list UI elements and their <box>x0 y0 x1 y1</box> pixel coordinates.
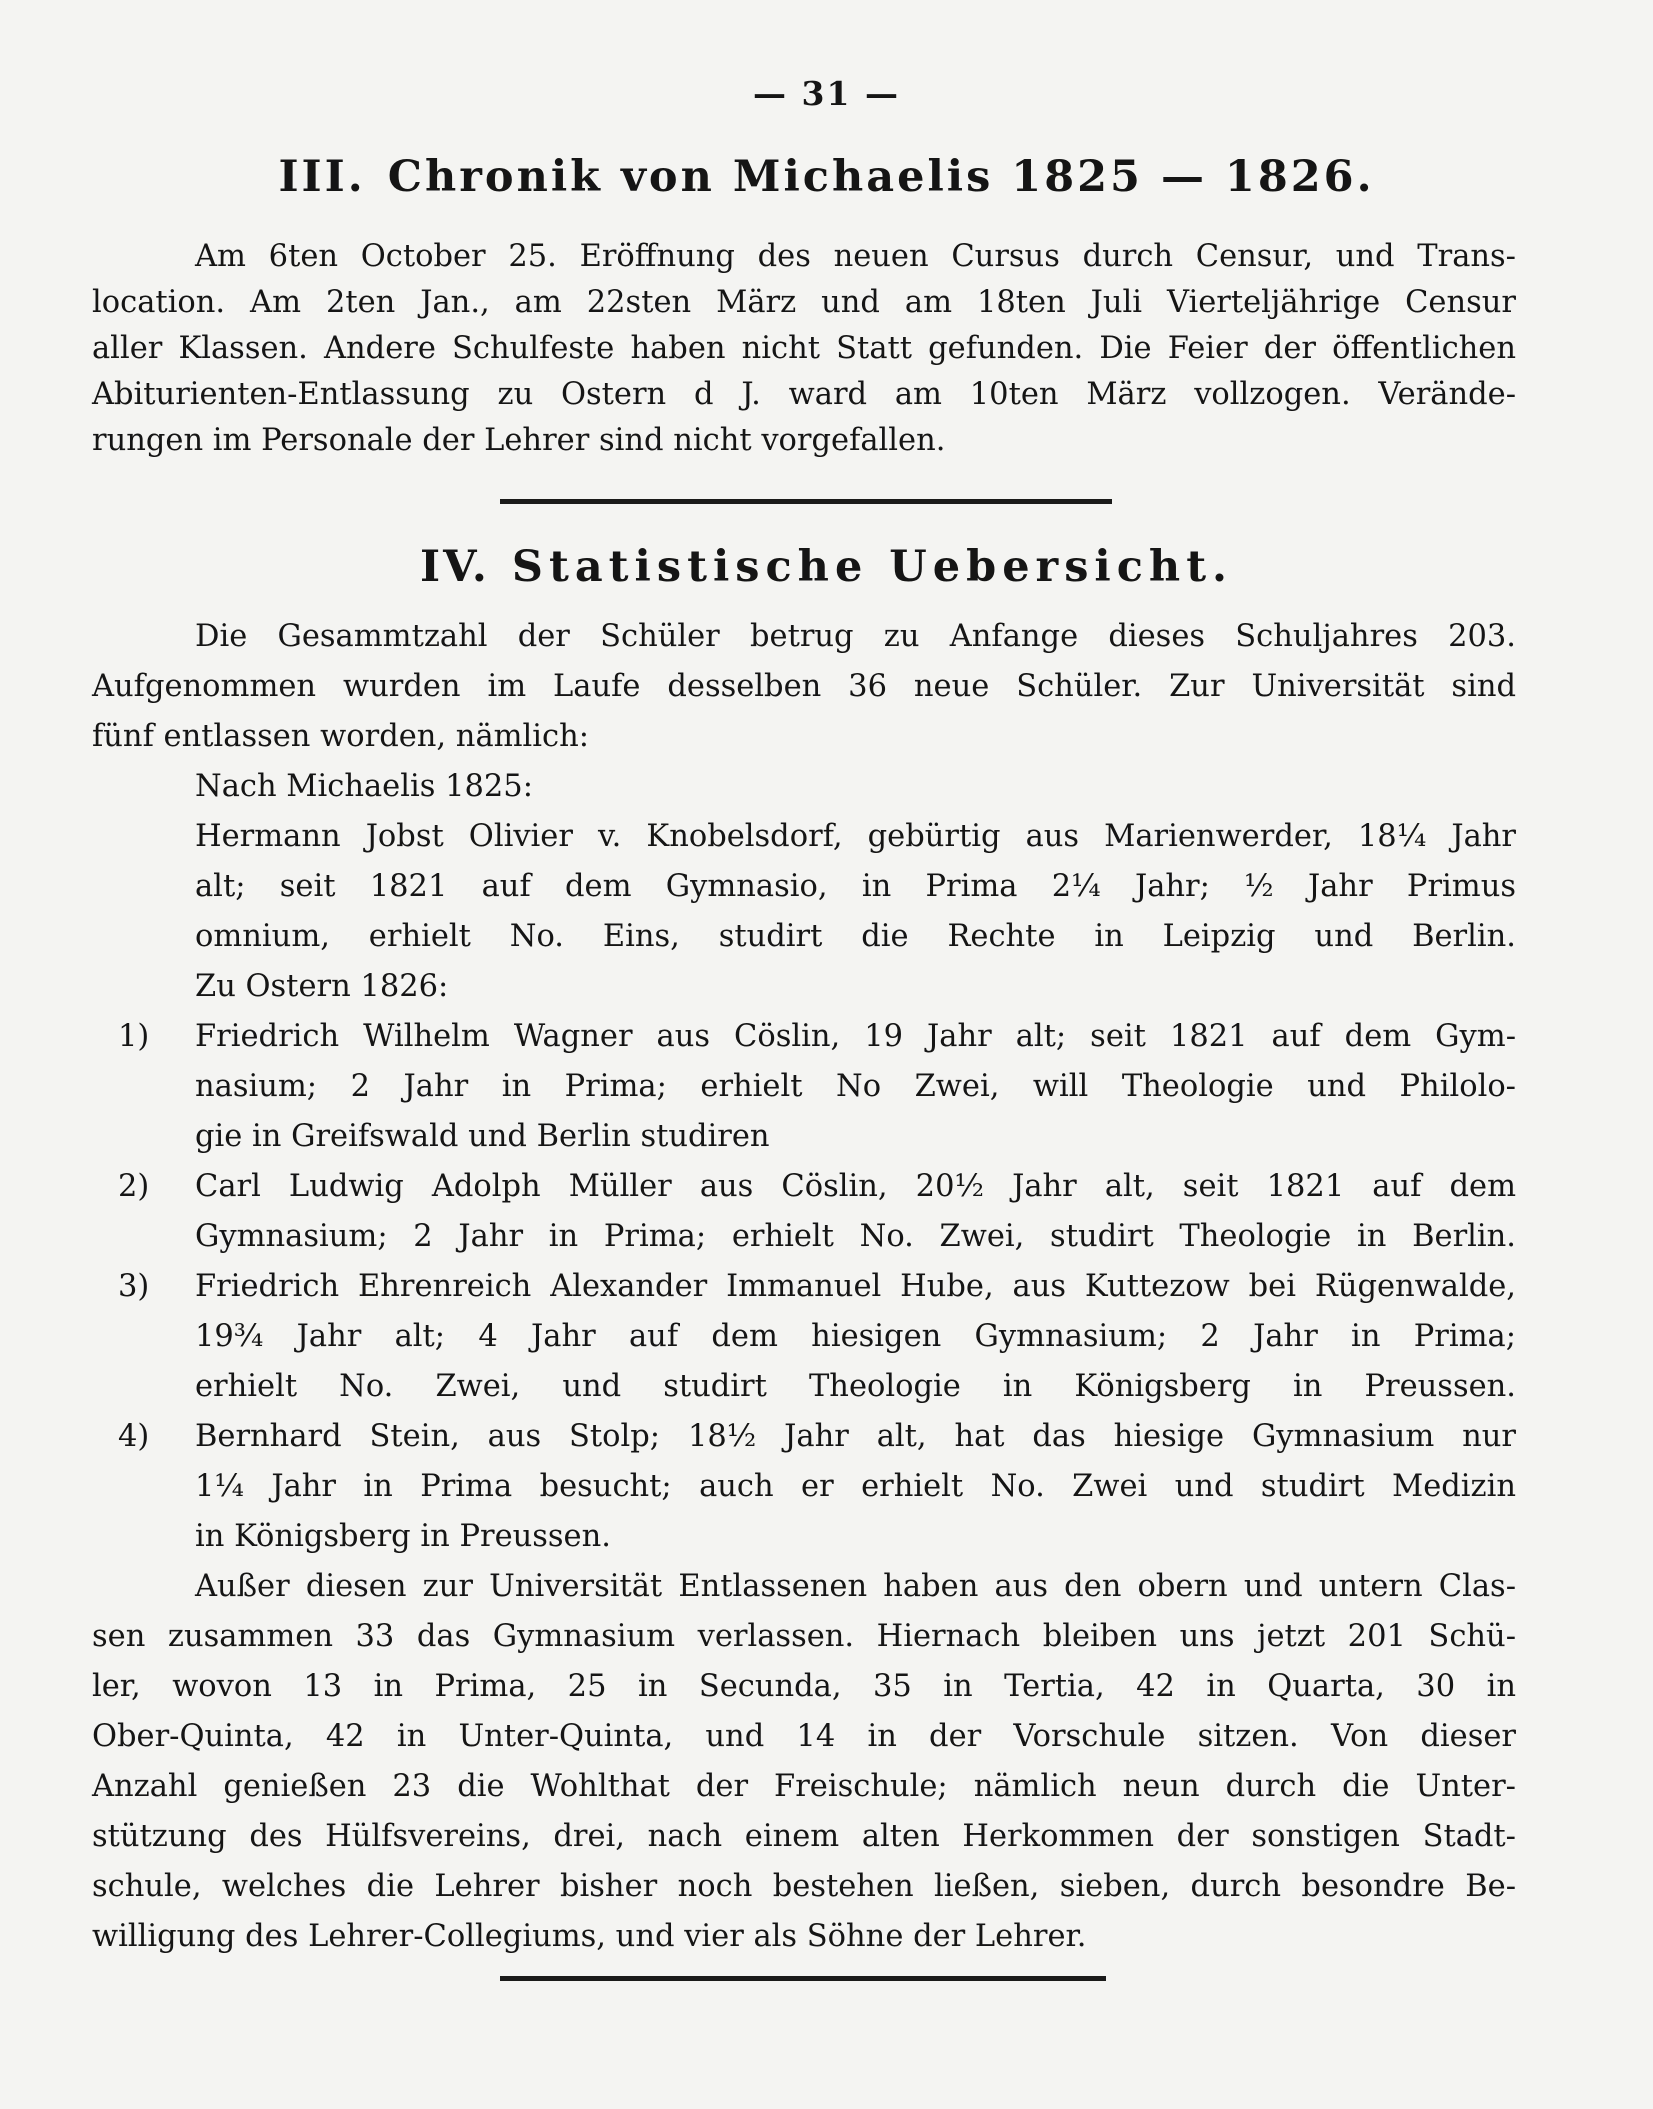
text-line: aller Klassen. Andere Schulfeste haben nicht Statt gefunden. Die Feier der öffentlichen <box>92 331 1516 366</box>
section-4-number: IV. <box>419 542 490 592</box>
text-line: Aufgenommen wurden im Laufe desselben 36 neue Schüler. Zur Universität sind <box>92 669 1516 704</box>
text-line: Friedrich Ehrenreich Alexander Immanuel Hube, aus Kuttezow bei Rügenwalde, <box>195 1269 1516 1304</box>
text-line: Die Gesammtzahl der Schüler betrug zu Anfange dieses Schuljahres 203. <box>195 619 1516 654</box>
section-3-heading: Chronik von Michaelis 1825 — 1826. <box>387 152 1375 202</box>
text-line: location. Am 2ten Jan., am 22sten März und am 18ten Juli Vierteljährige Censur <box>92 285 1516 320</box>
text-line: Am 6ten October 25. Eröffnung des neuen Cursus durch Censur, und Trans- <box>195 239 1516 274</box>
text-line: Gymnasium; 2 Jahr in Prima; erhielt No. Zwei, studirt Theologie in Berlin. <box>195 1219 1516 1254</box>
text-line: gie in Greifswald und Berlin studiren <box>195 1119 770 1154</box>
text-line: nasium; 2 Jahr in Prima; erhielt No Zwei, will Theologie und Philolo- <box>195 1069 1516 1104</box>
text-line: Hermann Jobst Olivier v. Knobelsdorf, gebürtig aus Marienwerder, 18¼ Jahr <box>195 819 1516 854</box>
text-line: alt; seit 1821 auf dem Gymnasio, in Prima 2¼ Jahr; ½ Jahr Primus <box>195 869 1516 904</box>
list-number: 2) <box>118 1169 150 1204</box>
text-line: 19¾ Jahr alt; 4 Jahr auf dem hiesigen Gymnasium; 2 Jahr in Prima; <box>195 1319 1516 1354</box>
text-line: omnium, erhielt No. Eins, studirt die Rechte in Leipzig und Berlin. <box>195 919 1516 954</box>
text-line: in Königsberg in Preussen. <box>195 1519 611 1554</box>
text-line: Anzahl genießen 23 die Wohlthat der Freischule; nämlich neun durch die Unter- <box>92 1769 1516 1804</box>
section-3-title <box>0 152 1653 202</box>
text-line: erhielt No. Zwei, und studirt Theologie in Königsberg in Preussen. <box>195 1369 1516 1404</box>
text-line: fünf entlassen worden, nämlich: <box>92 719 590 754</box>
section-divider <box>500 1976 1106 1981</box>
list-number: 1) <box>118 1019 150 1054</box>
text-line: Carl Ludwig Adolph Müller aus Cöslin, 20½ Jahr alt, seit 1821 auf dem <box>195 1169 1516 1204</box>
section-3-number: III. <box>278 152 366 202</box>
text-line: Abiturienten-Entlassung zu Ostern d J. ward am 10ten März vollzogen. Verände- <box>92 377 1516 412</box>
text-line: Friedrich Wilhelm Wagner aus Cöslin, 19 Jahr alt; seit 1821 auf dem Gym- <box>195 1019 1516 1054</box>
text-line: rungen im Personale der Lehrer sind nicht vorgefallen. <box>92 423 946 458</box>
list-number: 4) <box>118 1419 150 1454</box>
text-line: schule, welches die Lehrer bisher noch bestehen ließen, sieben, durch besondre Be- <box>92 1869 1516 1904</box>
text-line: stützung des Hülfsvereins, drei, nach einem alten Herkommen der sonstigen Stadt- <box>92 1819 1516 1854</box>
text-line: Bernhard Stein, aus Stolp; 18½ Jahr alt, hat das hiesige Gymnasium nur <box>195 1419 1516 1454</box>
section-divider <box>500 499 1112 504</box>
text-line: Ober-Quinta, 42 in Unter-Quinta, und 14 in der Vorschule sitzen. Von dieser <box>92 1719 1516 1754</box>
page-number: — 31 — <box>753 74 900 113</box>
subheading-ostern: Zu Ostern 1826: <box>195 969 449 1004</box>
list-number: 3) <box>118 1269 150 1304</box>
section-4-title <box>0 542 1653 592</box>
text-line: Außer diesen zur Universität Entlassenen haben aus den obern und untern Clas- <box>195 1569 1516 1604</box>
subheading-michaelis: Nach Michaelis 1825: <box>195 769 533 804</box>
text-line: ler, wovon 13 in Prima, 25 in Secunda, 35 in Tertia, 42 in Quarta, 30 in <box>92 1669 1516 1704</box>
text-line: willigung des Lehrer-Collegiums, und vier als Söhne der Lehrer. <box>92 1919 1087 1954</box>
text-line: sen zusammen 33 das Gymnasium verlassen. Hiernach bleiben uns jetzt 201 Schü- <box>92 1619 1516 1654</box>
section-4-heading: Statistische Uebersicht. <box>511 542 1234 592</box>
text-line: 1¼ Jahr in Prima besucht; auch er erhielt No. Zwei und studirt Medizin <box>195 1469 1516 1504</box>
